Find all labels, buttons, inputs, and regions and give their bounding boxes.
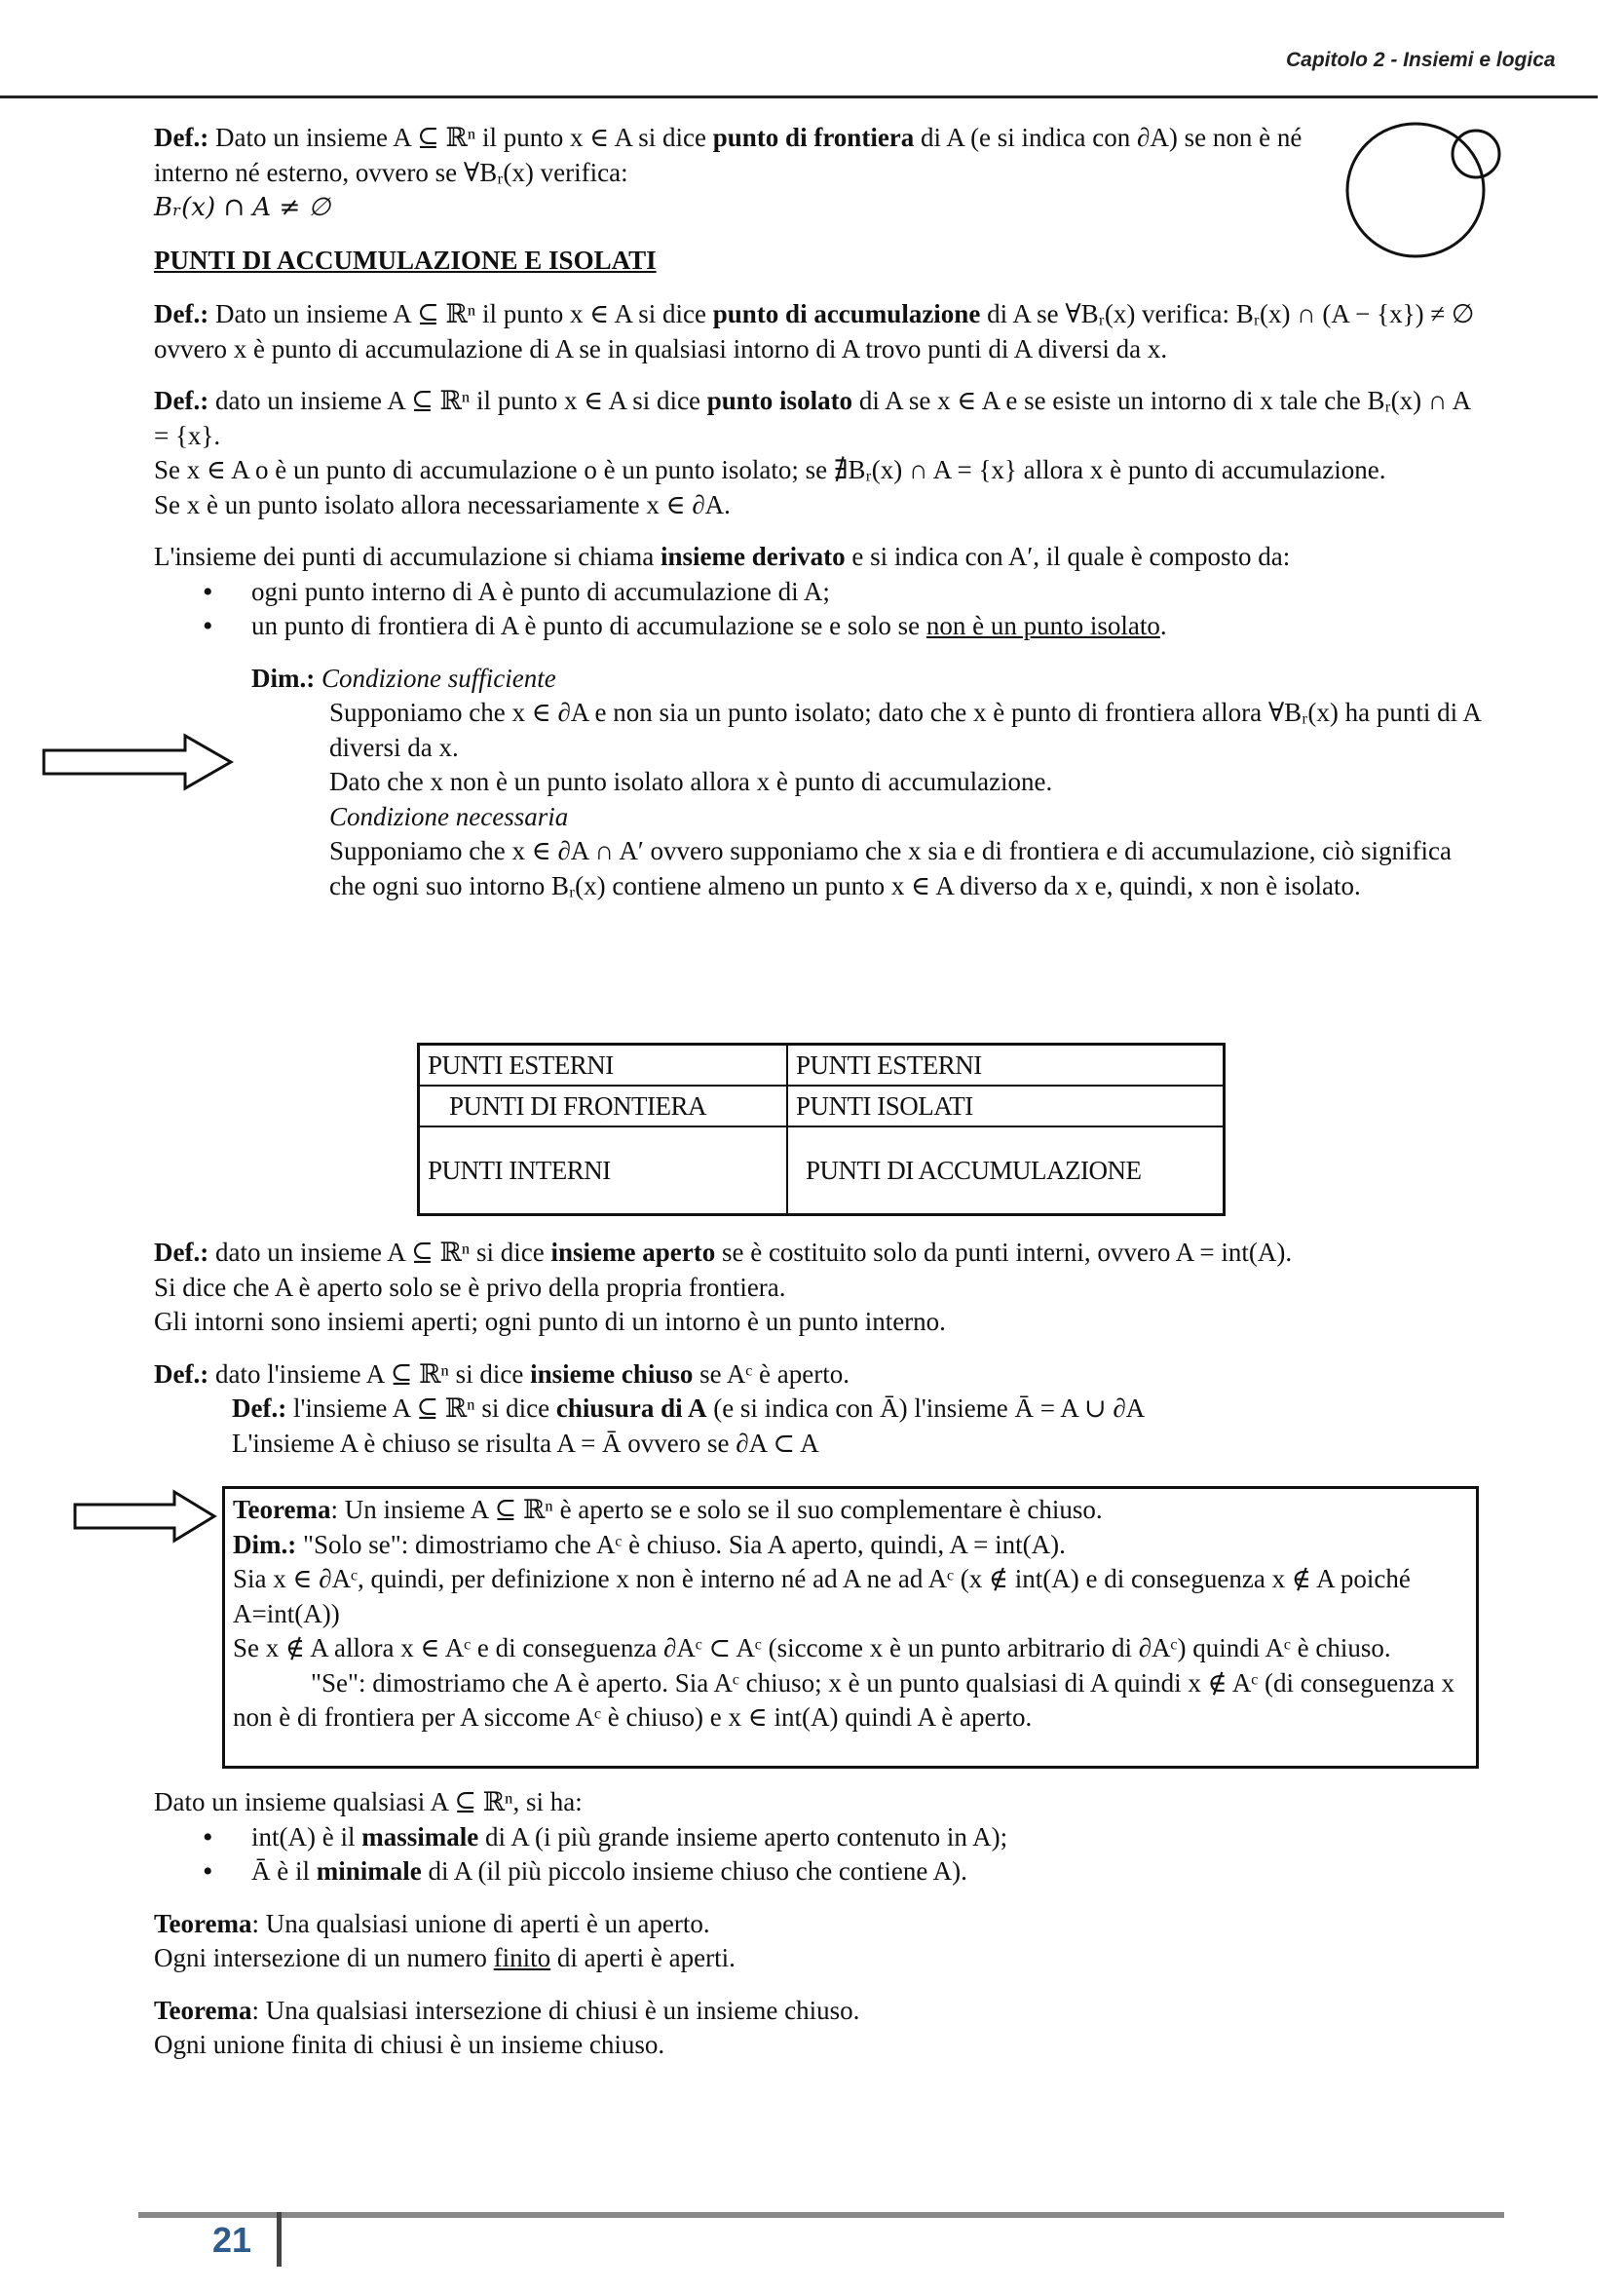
list-item: • ogni punto interno di A è punto di accumulazione di A; — [154, 575, 1489, 610]
chapter-header: Capitolo 2 - Insiemi e logica — [1286, 49, 1556, 71]
list-item: • int(A) è il massimale di A (i più grande insieme aperto contenuto in A); — [154, 1820, 1489, 1855]
footer-rule — [138, 2212, 1504, 2218]
table-cell: PUNTI ISOLATI — [787, 1086, 1225, 1126]
page-content-2 — [154, 1236, 1489, 1478]
page-content-3 — [154, 1785, 1489, 2080]
header-rule — [0, 95, 1598, 98]
insieme-derivato: L'insieme dei punti di accumulazione si chiama insieme derivato e si indica con A′, il quale è composto da: — [154, 542, 1291, 571]
table-cell: PUNTI DI FRONTIERA — [419, 1086, 788, 1126]
list-item: • Ā è il minimale di A (il più piccolo insieme chiuso che contiene A). — [154, 1854, 1489, 1889]
page-number: 21 — [212, 2220, 252, 2260]
points-table — [417, 1043, 1226, 1216]
def-label: Def.: — [154, 123, 209, 152]
def-accumulazione: Def.: Dato un insieme A ⊆ ℝⁿ il punto x ∈ A si dice punto di accumulazione di A se ∀Bᵣ(x) verifica: Bᵣ(x) ∩ (A − {x}) ≠ ∅ ovvero x è punto di accumulazione di A se in qualsiasi intorno di A trovo punti di A diversi da x. — [154, 299, 1475, 363]
table-cell: PUNTI ESTERNI — [787, 1045, 1225, 1087]
table-cell: PUNTI ESTERNI — [419, 1045, 788, 1087]
qualsiasi-intro: Dato un insieme qualsiasi A ⊆ ℝⁿ, si ha: — [154, 1787, 583, 1816]
teorema-intersezione: Teorema: Una qualsiasi intersezione di chiusi è un insieme chiuso. Ogni unione finita di chiusi è un insieme chiuso. — [154, 1995, 860, 2059]
def-aperto: Def.: dato un insieme A ⊆ ℝⁿ si dice insieme aperto se è costituito solo da punti interni, ovvero A = int(A). Si dice che A è aperto solo se è privo della propria frontiera. Gli intorni sono insiemi aperti; ogni punto di un intorno è un punto interno. — [154, 1238, 1293, 1336]
qualsiasi-list — [154, 1820, 1489, 1889]
teorema-unione: Teorema: Una qualsiasi unione di aperti è un aperto. Ogni intersezione di un numero finito di aperti è aperti. — [154, 1908, 736, 1972]
def-frontiera: Def.: Dato un insieme A ⊆ ℝⁿ il punto x ∈ A si dice punto di frontiera di A (e si indica con ∂A) se non è né interno né esterno, ovvero se ∀Bᵣ(x) verifica: Bᵣ(x) ∩ A ≠ ∅ — [154, 123, 1303, 222]
page-content — [154, 121, 1489, 903]
list-item: • un punto di frontiera di A è punto di accumulazione se e solo se non è un punto isolato. — [154, 609, 1489, 644]
def-isolato: Def.: dato un insieme A ⊆ ℝⁿ il punto x ∈ A si dice punto isolato di A se x ∈ A e se esiste un intorno di x tale che Bᵣ(x) ∩ A = {x}. Se x ∈ A o è un punto di accumulazione o è un punto isolato; se ∄Bᵣ(x) ∩ A = {x} allora x è punto di accumulazione. Se x è un punto isolato allora necessariamente x ∈ ∂A. — [154, 386, 1470, 519]
theorem-box: Teorema: Un insieme A ⊆ ℝⁿ è aperto se e solo se il suo complementare è chiuso. Dim.: "Solo se": dimostriamo che Aᶜ è chiuso. Sia A aperto, quindi, A = int(A). Sia x ∈ ∂Aᶜ, quindi, per definizione x non è interno né ad A ne ad Aᶜ (x ∉ int(A) e di conseguenza x ∉ A poiché A=int(A)) Se x ∉ A allora x ∈ Aᶜ e di conseguenza ∂Aᶜ ⊂ Aᶜ (siccome x è un punto arbitrario di ∂Aᶜ) quindi Aᶜ è chiuso. "Se": dimostriamo che A è aperto. Sia Aᶜ chiuso; x è un punto qualsiasi di A quindi x ∉ Aᶜ (di conseguenza x non è di frontiera per A siccome Aᶜ è chiuso) e x ∈ int(A) quindi A è aperto. — [222, 1486, 1479, 1769]
footer-divider — [277, 2212, 282, 2267]
arrow-theorem-icon — [72, 1489, 218, 1547]
section-heading: PUNTI DI ACCUMULAZIONE E ISOLATI — [154, 245, 657, 275]
formula-frontiera: Bᵣ(x) ∩ A ≠ ∅ — [154, 193, 331, 222]
table-cell: PUNTI DI ACCUMULAZIONE — [787, 1126, 1225, 1215]
table-cell: PUNTI INTERNI — [419, 1126, 788, 1215]
dim-block: Dim.: Condizione sufficiente Supponiamo che x ∈ ∂A e non sia un punto isolato; dato che x è punto di frontiera allora ∀Bᵣ(x) ha punti di A diversi da x. Dato che x non è un punto isolato allora x è punto di accumulazione. Condizione necessaria Supponiamo che x ∈ ∂A ∩ A′ ovvero supponiamo che x sia e di frontiera e di accumulazione, ciò significa che ogni suo intorno Bᵣ(x) contiene almeno un punto x ∈ A diverso da x e, quindi, x non è isolato. — [251, 663, 1481, 900]
derivato-list — [154, 575, 1489, 644]
def-chiuso: Def.: dato l'insieme A ⊆ ℝⁿ si dice insieme chiuso se Aᶜ è aperto. Def.: l'insieme A ⊆ ℝⁿ si dice chiusura di A (e si indica con Ā) l'insieme Ā = A ∪ ∂A L'insieme A è chiuso se risulta A = Ā ovvero se ∂A ⊂ A — [154, 1358, 1146, 1458]
